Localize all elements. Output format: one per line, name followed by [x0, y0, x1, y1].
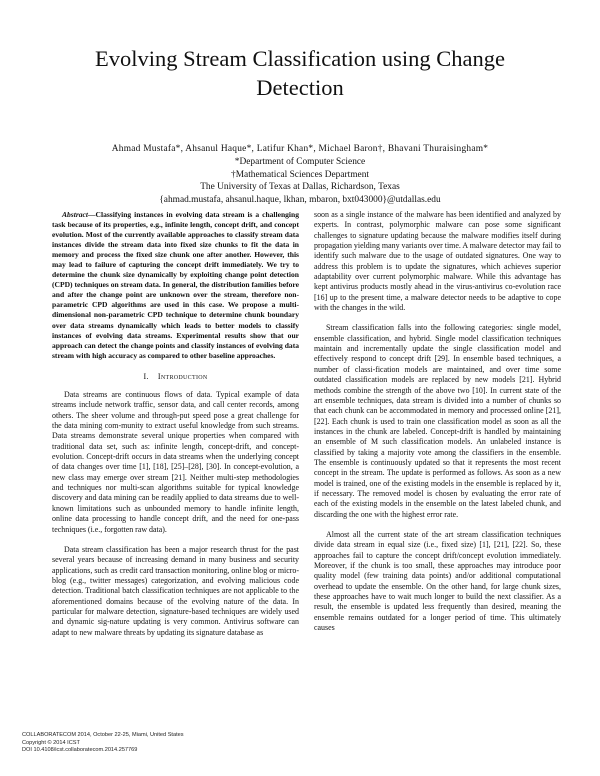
abstract: [52, 210, 299, 361]
section-number: I.: [143, 371, 149, 381]
right-column: [314, 210, 561, 633]
section-heading-introduction: [52, 372, 299, 382]
intro-paragraph-1: Data streams are continuous flows of data. Typical example of data streams include network traffic, sensor data, and call center records, among others. The sheer volume and through-put speed pose a great challenge for the data mining com-munity to extract useful knowledge from such streams. Data streams demonstrate several unique properties when compared with traditional data set, such as: infinite length, concept-drift, and concept-evolution. Concept-drift occurs in data streams when the underlying concept of data changes over time [1], [18], [25]–[28], [30]. In concept-evolution, a new class may emerge over stream [21]. Neither multi-step methodologies and techniques nor multi-scan algorithms suitable for typical knowledge discovery and data mining can be readily applied to data streams due to well-known limitations such as unbounded memory to handle infinite length, online data processing to handle concept drift, and the need for one-pass techniques (i.e., forgotten raw data).: [52, 390, 299, 534]
right-paragraph-1: soon as a single instance of the malware has been identified and analyzed by experts. In contrast, polymorphic malware can pose some significant challenges to signature updating because the malware modifies itself during propagation yielding many variants over time. A malware detector may fail to identify such malware due to the usage of outdated signatures. One way to address this problem is to update the signatures, which achieves superior adaptability over current polymorphic malware. While this advantage has kept antivirus products mostly ahead in the virus-antivirus co-evolution race [16] up to the present time, a malware detector needs to be adaptive to cope with the changes in the wild.: [314, 210, 561, 313]
left-column: [52, 210, 299, 638]
author-block: [20, 143, 580, 206]
affiliation-cs: *Department of Computer Science: [234, 157, 366, 168]
right-paragraph-2: Stream classification falls into the following categories: single model, ensemble classification, and hybrid. Single model classification techniques maintain and incrementally update the single classification model and effectively respond to concept drift [29]. In ensemble based techniques, a number of classi-fication models are maintained, and over time some outdated classification models are replaced by new models [21]. Hybrid methods combine the strength of the above two [10]. In current state of the art ensemble techniques, data stream is divided into a number of chunks so that each chunk can be accommodated in memory and processed online [21], [22]. Each chunk is used to train one classification model as soon as all the instances in the chunk are labeled. Concept-drift is handled by maintaining an ensemble of M such classification models. An unlabeled instance is classified by taking a majority vote among the classifiers in the ensemble. The ensemble is continuously updated so that it represents the most recent concept in the stream. The update is performed as follows. As soon as a new model is trained, one of the existing models in the ensemble is replaced by it, if necessary. The removed model is chosen by evaluating the error rate of each of the existing models in the ensemble on the latest labeled chunk, and discarding the one with the highest error rate.: [314, 323, 561, 519]
title-line-2: Detection: [256, 75, 344, 100]
intro-paragraph-2: Data stream classification has been a major research thrust for the past several years because of increasing demand in many business and security applications, such as credit card transaction monitoring, online blog or micro-blog (e.g., twitter messages) categorization, and evolving malicious code detection. Traditional batch classification techniques are not applicable to the aforementioned domains because of the evolving nature of the data. In particular for malware detection, signature-based techniques are widely used and dynamic sig-nature updating is very common. Antivirus software can adapt to new malware threats by updating its signature database as: [52, 544, 299, 637]
footer-copyright: Copyright © 2014 ICST: [22, 739, 80, 746]
footer-doi: DOI 10.4108/icst.collaboratecom.2014.257769: [22, 747, 138, 754]
section-title: Introduction: [157, 371, 208, 381]
copyright-footer: [22, 732, 184, 755]
author-emails: {ahmad.mustafa, ahsanul.haque, lkhan, mbaron, bxt043000}@utdallas.edu: [159, 194, 441, 205]
affiliation-math: †Mathematical Sciences Department: [231, 169, 369, 180]
author-names: Ahmad Mustafa*, Ahsanul Haque*, Latifur Khan*, Michael Baron†, Bhavani Thuraisingham*: [111, 144, 489, 154]
institution: The University of Texas at Dallas, Richardson, Texas: [200, 182, 400, 193]
title-line-1: Evolving Stream Classification using Change: [95, 46, 505, 71]
right-paragraph-3: Almost all the current state of the art stream classification techniques divide data stream in equal size (i.e., fixed size) [1], [21], [22]. So, these approaches fail to capture the concept drift/concept evolution immediately. Moreover, if the chunk is too small, these approaches may introduce poor quality model (few training data points) and/or additional computational overhead to update the ensemble. On the other hand, for large chunk sizes, these approaches have to wait much longer to build the next classifier. As a result, the ensemble is updated less frequently than desired, meaning the ensemble remains outdated for a longer period of time. This ultimately causes: [314, 529, 561, 633]
footer-conference: COLLABORATECOM 2014, October 22-25, Miami, United States: [22, 732, 184, 738]
abstract-text: —Classifying instances in evolving data stream is a challenging task because of its properties, e.g., infinite length, concept drift, and concept evolution. Most of the currently available approaches to classify stream data instances divide the stream data into fixed size chunks to fit the data in memory and process the fixed size chunk one after another. However, this may lead to failure of capturing the concept drift immediately. We try to determine the chunk size dynamically by exploiting change point detection (CPD) techniques on stream data. In general, the distribution families before and after the change point are unknown over the stream, therefore non-parametric CPD algorithms are used in this case. We propose a multi-dimensional non-parametric CPD technique to determine chunk boundary over data streams dynamically which leads to better models to classify instances of evolving data streams. Experimental results show that our approach can detect the change points and classify instances of evolving data stream with high accuracy as compared to other baseline approaches.: [52, 210, 299, 360]
paper-title: [40, 44, 560, 102]
abstract-label: Abstract: [62, 210, 88, 219]
